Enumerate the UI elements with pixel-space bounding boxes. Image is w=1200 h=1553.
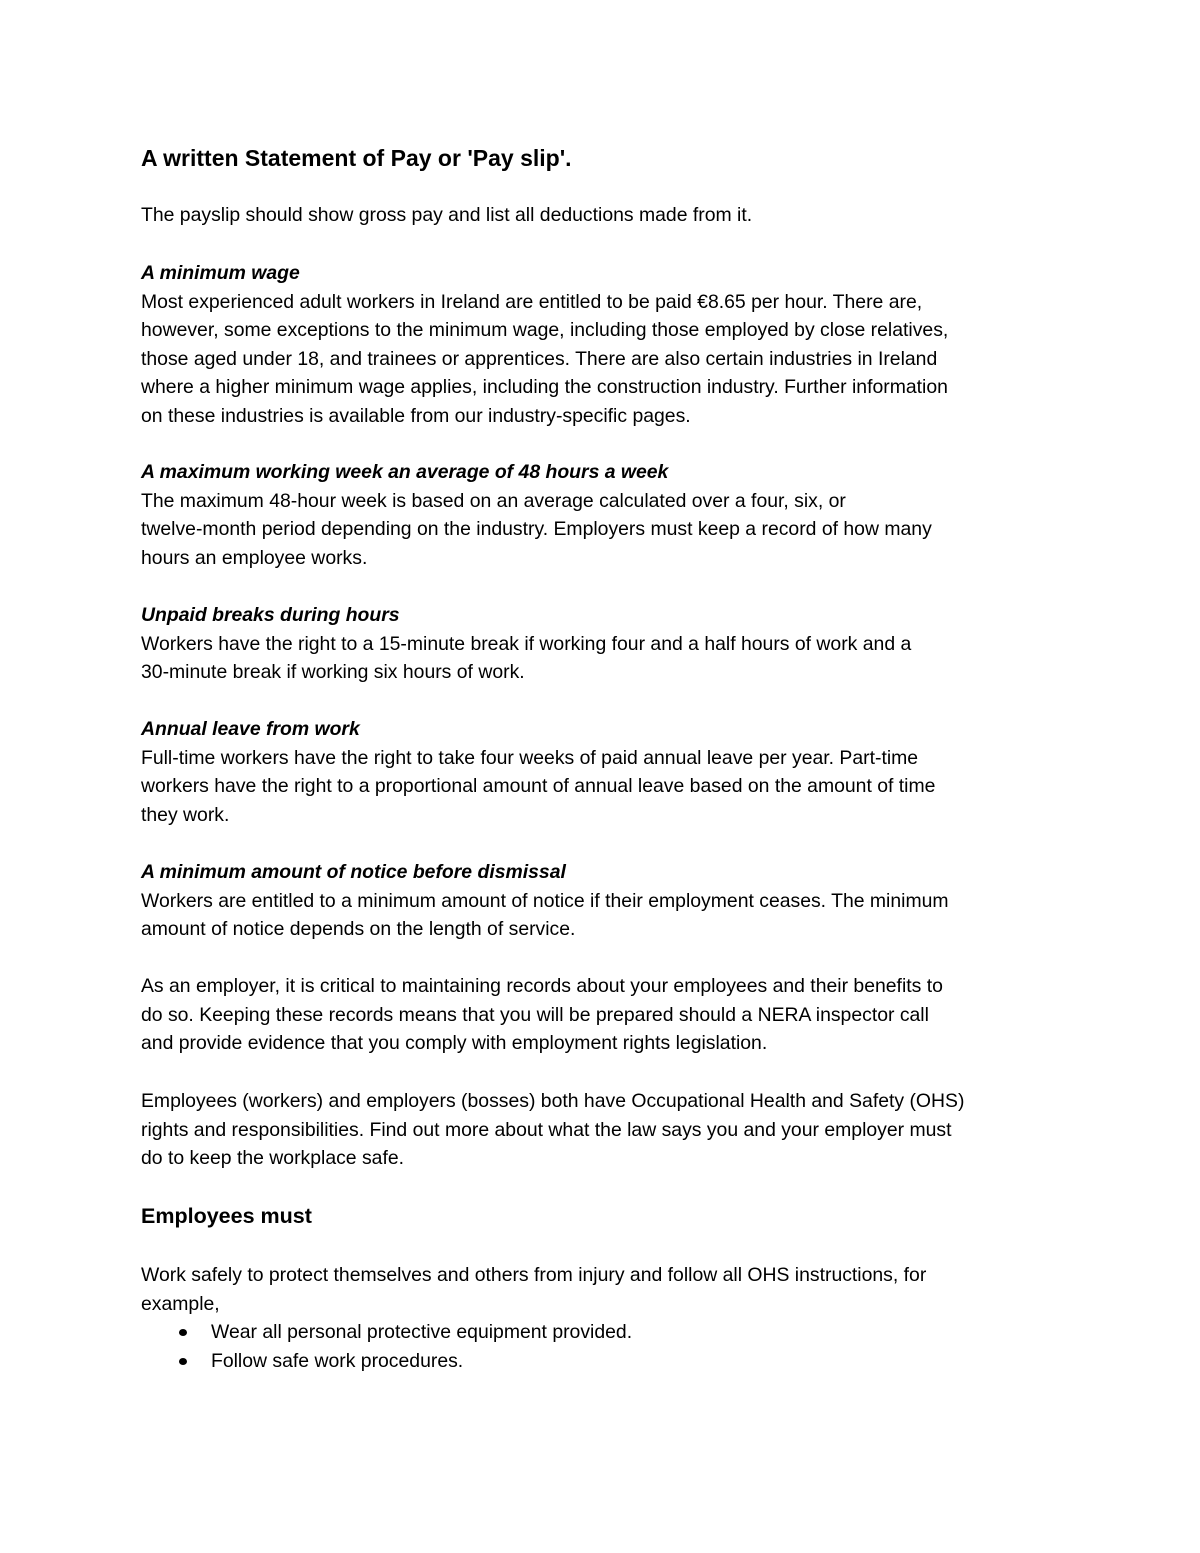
paragraph-line: rights and responsibilities. Find out more about what the law says you and your employer must (141, 1118, 952, 1141)
bullet-item (141, 1318, 1071, 1347)
section-heading: A minimum amount of notice before dismissal (141, 861, 566, 883)
employees-must-body (141, 1261, 1071, 1375)
paragraph-line: Workers are entitled to a minimum amount of notice if their employment ceases. The minimum (141, 889, 949, 912)
paragraph-line: workers have the right to a proportional amount of annual leave based on the amount of time (141, 775, 936, 798)
section-unpaid-breaks (141, 601, 1071, 687)
section-annual-leave (141, 715, 1071, 829)
bullet-text: Wear all personal protective equipment provided. (211, 1321, 633, 1344)
paragraph-line: twelve-month period depending on the industry. Employers must keep a record of how many (141, 518, 932, 541)
paragraph-line: and provide evidence that you comply with employment rights legislation. (141, 1032, 768, 1055)
section-minimum-wage (141, 259, 1071, 431)
paragraph-employer-records (141, 972, 1071, 1058)
section-heading: A minimum wage (141, 262, 300, 284)
document-title: A written Statement of Pay or 'Pay slip'. (141, 145, 572, 171)
paragraph-line: do so. Keeping these records means that you will be prepared should a NERA inspector call (141, 1003, 929, 1026)
paragraph-line: Workers have the right to a 15-minute break if working four and a half hours of work and a (141, 632, 912, 655)
bullet-item (141, 1347, 1071, 1376)
employees-must-heading: Employees must (141, 1204, 312, 1228)
bullet-icon (179, 1329, 187, 1336)
paragraph-line: example, (141, 1292, 220, 1315)
intro-paragraph: The payslip should show gross pay and list all deductions made from it. (141, 204, 753, 226)
paragraph-line: Employees (workers) and employers (bosses) both have Occupational Health and Safety (OHS) (141, 1090, 965, 1112)
section-heading: Unpaid breaks during hours (141, 604, 400, 626)
section-heading: Annual leave from work (141, 718, 360, 740)
paragraph-line: hours an employee works. (141, 546, 368, 569)
paragraph-line: 30-minute break if working six hours of work. (141, 661, 525, 684)
paragraph-line: they work. (141, 803, 230, 826)
bullet-text: Follow safe work procedures. (211, 1349, 464, 1372)
paragraph-line: those aged under 18, and trainees or apprentices. There are also certain industries in Ireland (141, 347, 938, 370)
paragraph-line: As an employer, it is critical to maintaining records about your employees and their benefits to (141, 975, 943, 997)
paragraph-line: Full-time workers have the right to take four weeks of paid annual leave per year. Part-time (141, 746, 919, 769)
section-minimum-notice (141, 858, 1071, 944)
section-heading: A maximum working week an average of 48 hours a week (141, 461, 669, 483)
section-maximum-working-week (141, 458, 1071, 572)
paragraph-ohs (141, 1087, 1071, 1173)
paragraph-line: The maximum 48-hour week is based on an average calculated over a four, six, or (141, 489, 846, 512)
paragraph-line: Most experienced adult workers in Ireland are entitled to be paid €8.65 per hour. There are, (141, 290, 923, 313)
bullet-list (141, 1318, 1071, 1375)
paragraph-line: do to keep the workplace safe. (141, 1147, 405, 1170)
paragraph-line: amount of notice depends on the length of service. (141, 918, 576, 941)
paragraph-line: where a higher minimum wage applies, including the construction industry. Further information (141, 376, 948, 399)
paragraph-line: on these industries is available from our industry-specific pages. (141, 404, 691, 427)
bullet-icon (179, 1358, 187, 1365)
paragraph-line: Work safely to protect themselves and others from injury and follow all OHS instructions, for (141, 1264, 927, 1286)
paragraph-line: however, some exceptions to the minimum wage, including those employed by close relatives, (141, 319, 949, 342)
